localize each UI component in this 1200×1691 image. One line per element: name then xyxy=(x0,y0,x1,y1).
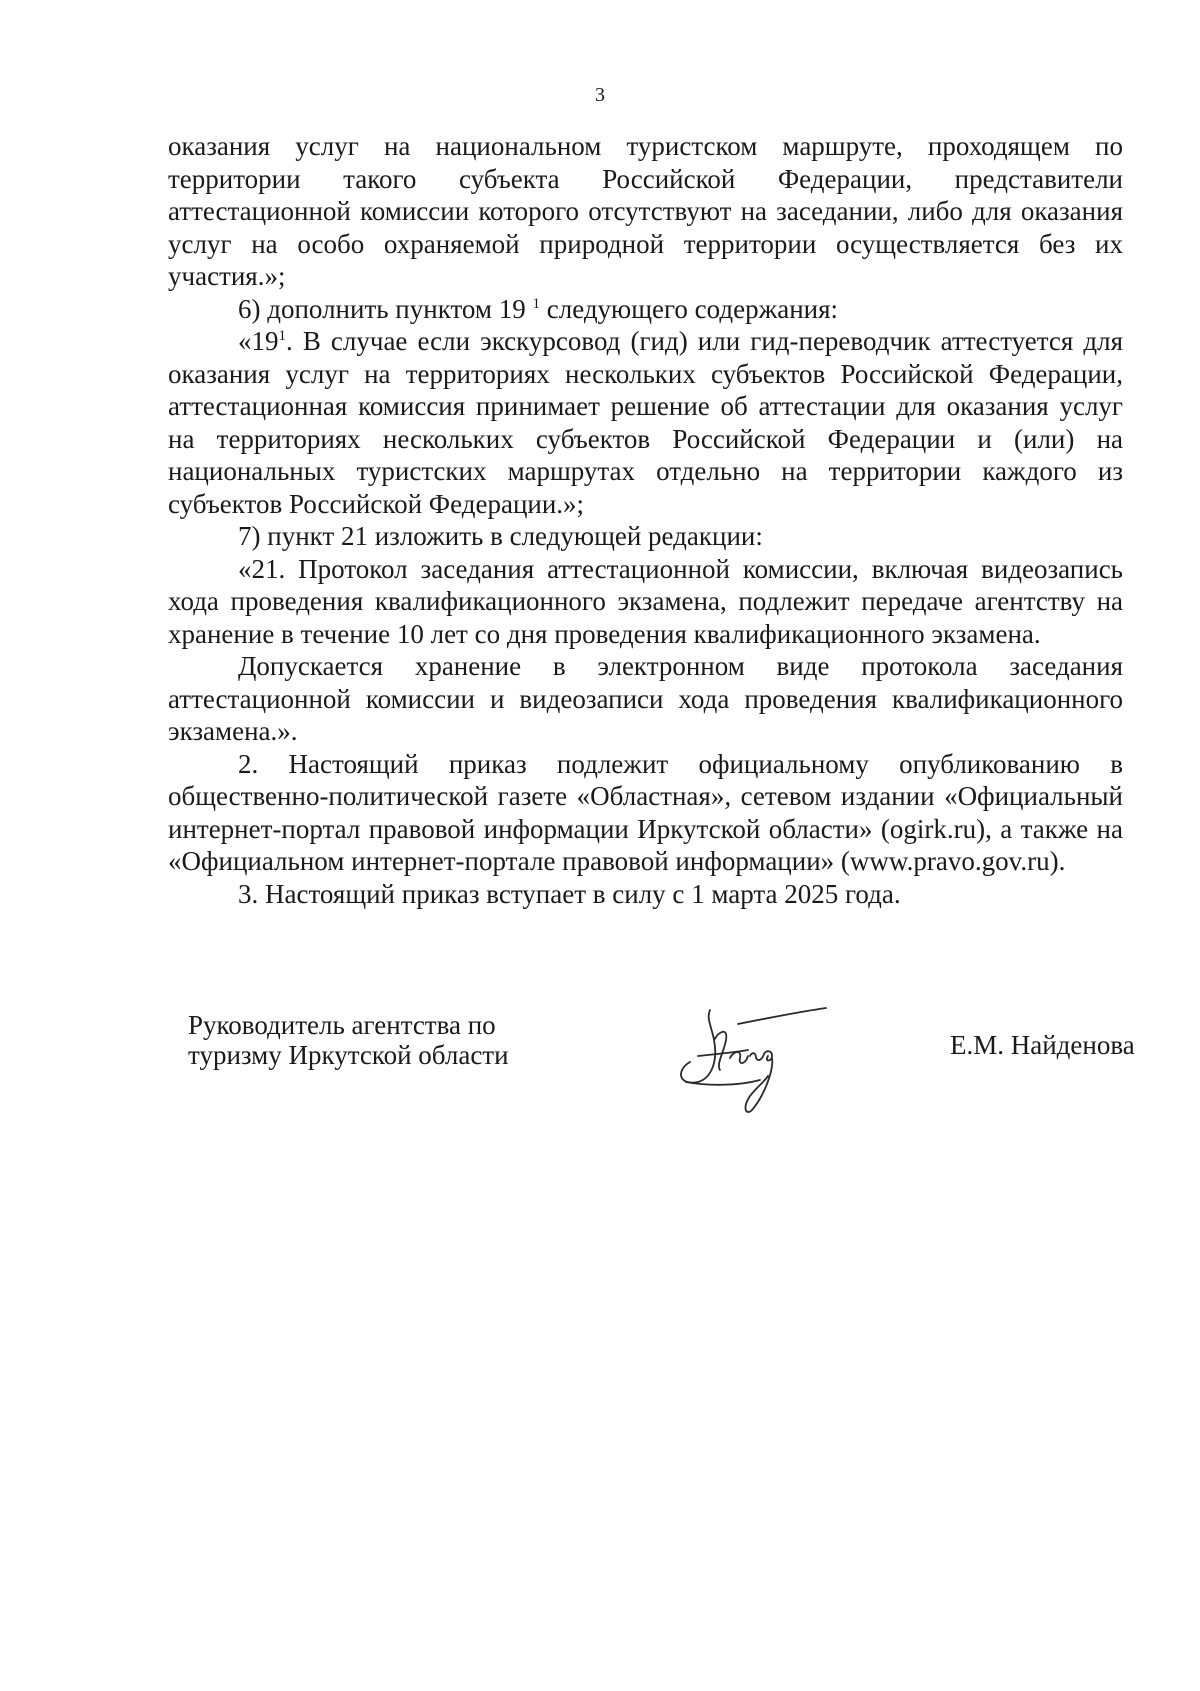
paragraph-item-6-pre: 6) дополнить пунктом 19 xyxy=(238,293,533,324)
paragraph-point-19-1 xyxy=(168,325,1123,520)
paragraph-item-6-post: следующего содержания: xyxy=(539,293,839,324)
paragraph-point-19-1-post: . В случае если экскурсовод (гид) или гид-переводчик аттестуется для оказания услуг на территориях нескольких субъектов Российской Федерации, аттестационная комиссия принимает решение об аттестации для оказания услуг на территориях нескольких субъектов Российской Федерации и (или) на национальных туристских маршрутах отдельно на территории каждого из субъектов Российской Федерации.»; xyxy=(168,326,1123,519)
signatory-position-line-2: туризму Иркутской области xyxy=(188,1040,509,1070)
paragraph-publication: 2. Настоящий приказ подлежит официальному опубликованию в общественно-политической газете «Областная», сетевом издании «Официальный интернет-портал правовой информации Иркутской области» (ogirk.ru), а также на «Официальном интернет-портале правовой информации» (www.pravo.gov.ru). xyxy=(168,748,1123,876)
paragraph-point-19-1-sup: 1 xyxy=(278,328,286,344)
signatory-position xyxy=(188,1010,509,1070)
signatory-position-line-1: Руководитель агентства по xyxy=(188,1010,496,1040)
paragraph-point-19-1-pre: «19 xyxy=(238,326,279,356)
page-number: 3 xyxy=(595,84,605,106)
paragraph-item-7: 7) пункт 21 изложить в следующей редакции: xyxy=(238,521,763,551)
paragraph-continuation: оказания услуг на национальном туристском маршруте, проходящем по территории такого субъекта Российской Федерации, представители аттестационной комиссии которого отсутствуют на заседании, либо для оказания услуг на особо охраняемой природной территории осуществляется без их участия.»; xyxy=(168,131,1123,291)
handwritten-signature xyxy=(668,1000,838,1120)
paragraph-item-6-sup: 1 xyxy=(532,295,540,312)
paragraph-storage: Допускается хранение в электронном виде протокола заседания аттестационной комиссии и видеозаписи хода проведения квалификационного экзамена.». xyxy=(168,651,1123,746)
paragraph-effective-date: 3. Настоящий приказ вступает в силу с 1 марта 2025 года. xyxy=(238,878,901,909)
paragraph-point-21: «21. Протокол заседания аттестационной комиссии, включая видеозапись хода проведения квалификационного экзамена, подлежит передаче агентству на хранение в течение 10 лет со дня проведения квалификационного экзамена. xyxy=(168,553,1123,649)
document-body xyxy=(168,130,1123,910)
paragraph-item-6 xyxy=(168,293,1123,326)
signatory-name: Е.М. Найденова xyxy=(950,1030,1135,1060)
